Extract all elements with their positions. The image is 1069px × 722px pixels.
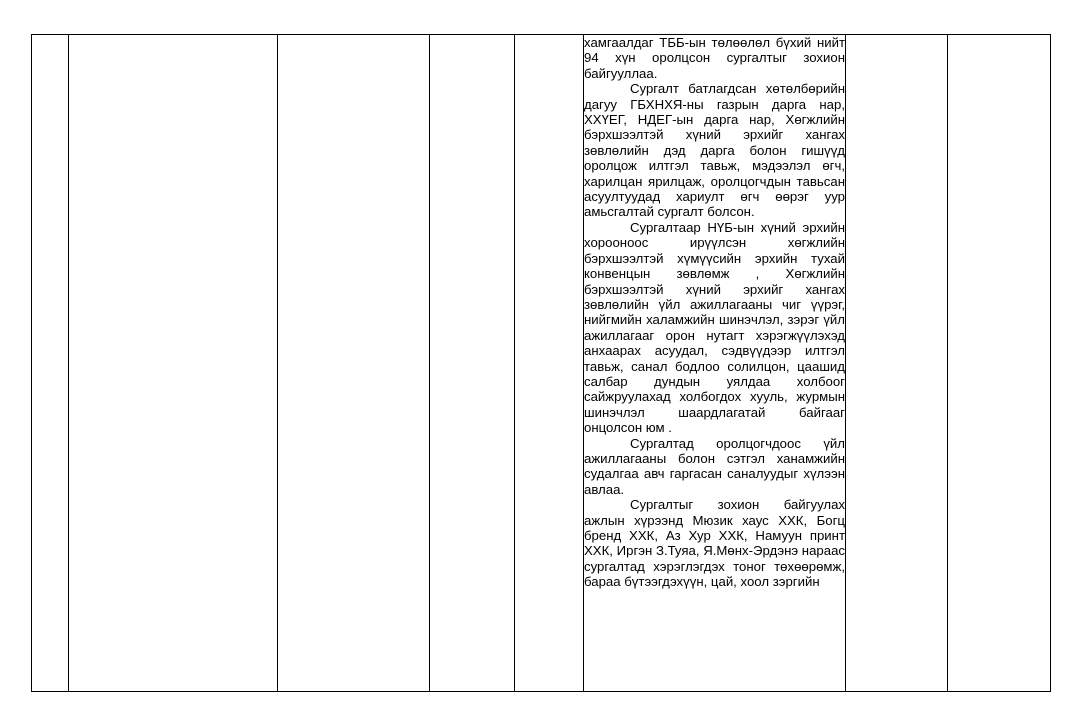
table-cell-7 bbox=[846, 35, 948, 692]
paragraph: Сургалтад оролцогчдоос үйл ажиллагааны болон сэтгэл ханамжийн судалгаа авч гаргасан саналуудыг хүлээн авлаа. bbox=[584, 435, 845, 497]
table-row bbox=[32, 35, 1051, 692]
table-cell-description bbox=[584, 35, 846, 692]
table-cell-8 bbox=[948, 35, 1051, 692]
paragraph: Сургалтаар НҮБ-ын хүний эрхийн хорооноос ирүүлсэн хөгжлийн бэрхшээлтэй хүмүүсийн эрхийн тухай конвенцын зөвлөмж , Хөгжлийн бэрхшээлтэй хүний эрхийг хангах зөвлөлийн үйл ажиллагааны чиг үүрэг, нийгмийн халамжийн шинэчлэл, зэрэг үйл ажиллагааг орон нутагт хэрэгжүүлэхэд анхаарах асуудал, сэдвүүдээр илтгэл тавьж, санал бодлоо солилцон, цаашид салбар дундын уялдаа холбоог сайжруулахад холбогдох хууль, журмын шинэчлэл шаардлагатай байгааг онцолсон юм . bbox=[584, 219, 845, 436]
table-cell-2 bbox=[69, 35, 278, 692]
paragraph: Сургалт батлагдсан хөтөлбөрийн дагуу ГБХНХЯ-ны газрын дарга нар, ХХҮЕГ, НДЕГ-ын дарга нар, Хөгжлийн бэрхшээлтэй хүний эрхийг хангах зөвлөлийн дэд дарга болон гишүүд оролцож илтгэл тавьж, мэдээлэл өгч, харилцан ярилцаж, оролцогчдын тавьсан асуултуудад хариулт өгч өөрэг уур амьсгалтай сургалт болсон. bbox=[584, 81, 845, 220]
table-cell-number bbox=[32, 35, 69, 692]
table-cell-4 bbox=[430, 35, 515, 692]
table-cell-5 bbox=[515, 35, 584, 692]
description-text bbox=[584, 35, 845, 590]
paragraph: Сургалтыг зохион байгуулах ажлын хүрээнд Мюзик хаус ХХК, Богц бренд ХХК, Аз Хур ХХК, Намуун принт ХХК, Иргэн З.Туяа, Я.Мөнх-Эрдэнэ нараас сургалтад хэрэглэгдэх тоног төхөөрөмж, бараа бүтээгдэхүүн, цай, хоол зэргийн bbox=[584, 497, 845, 590]
paragraph: хамгаалдаг ТББ-ын төлөөлөл бүхий нийт 94 хүн оролцсон сургалтыг зохион байгууллаа. bbox=[584, 35, 845, 81]
document-table bbox=[31, 34, 1051, 692]
table-cell-3 bbox=[278, 35, 430, 692]
